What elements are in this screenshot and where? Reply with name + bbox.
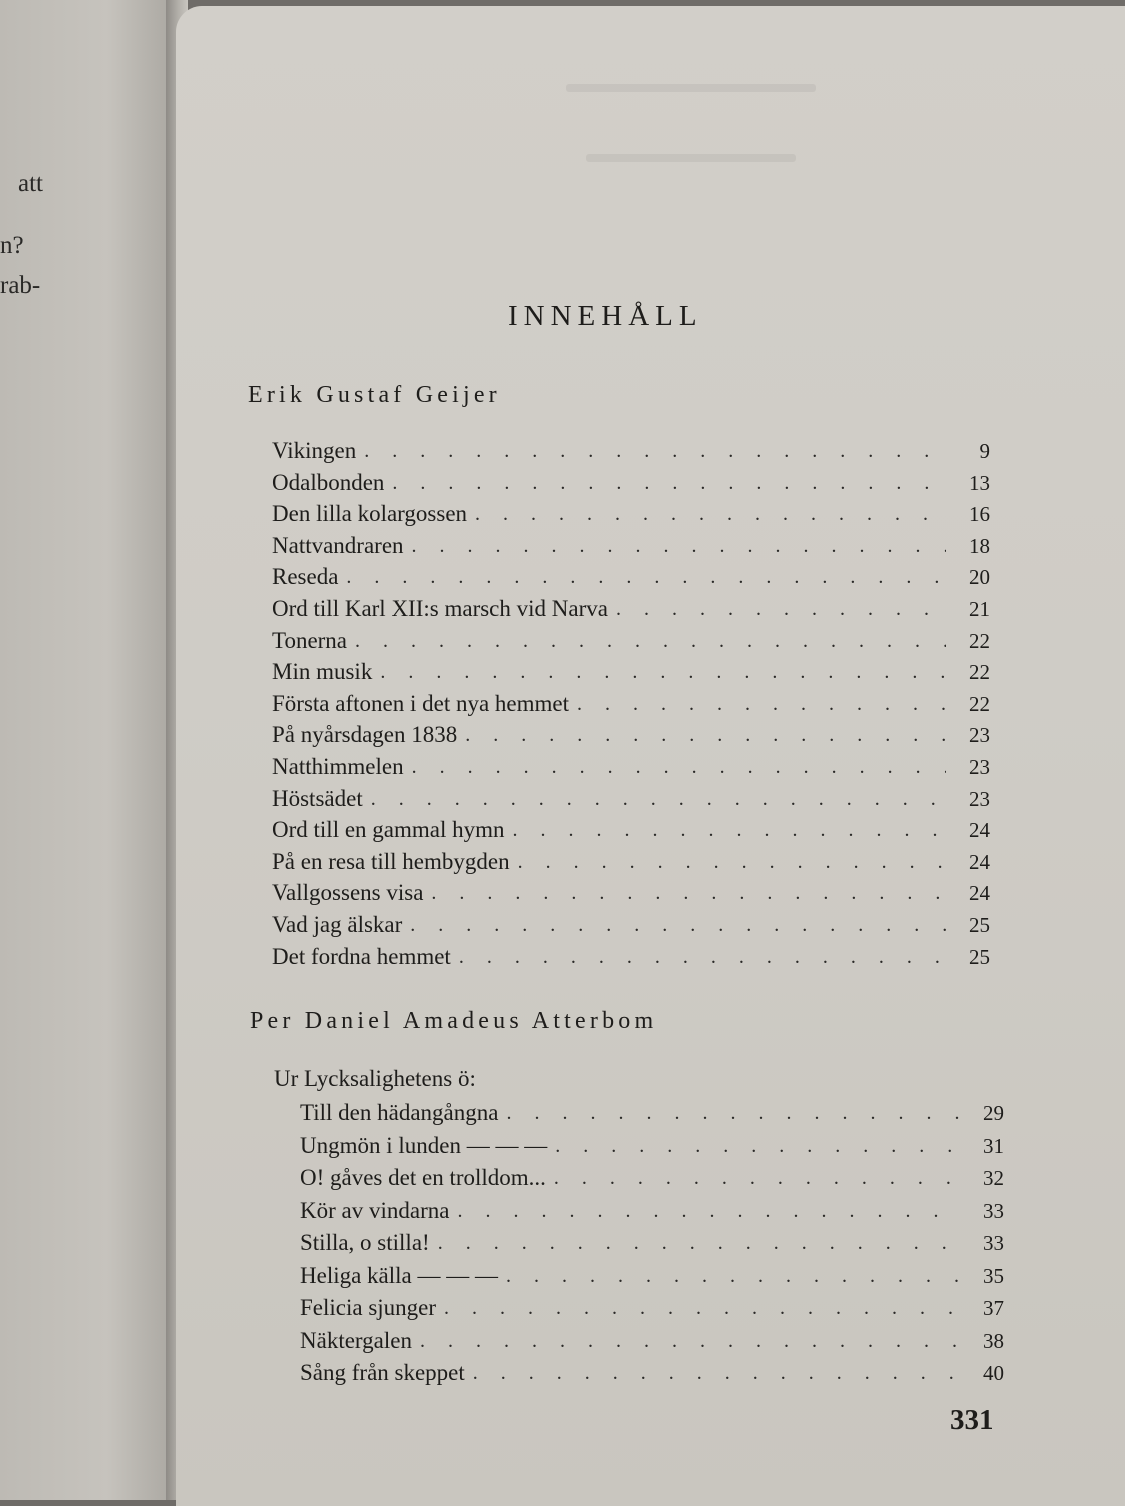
dot-leader	[513, 815, 946, 845]
toc-entry-title: Tonerna	[272, 628, 348, 653]
dot-leader	[444, 1293, 960, 1323]
toc-entry	[272, 436, 990, 466]
dot-leader	[371, 784, 946, 814]
author-heading: Erik Gustaf Geijer	[248, 382, 501, 408]
toc-entry-title: På en resa till hembygden	[272, 849, 510, 874]
left-page-fragment: n?	[0, 232, 24, 259]
toc-entry-title: Sång från skeppet	[300, 1360, 465, 1385]
toc-entry-page: 31	[983, 1134, 1004, 1158]
dot-leader	[420, 1326, 960, 1356]
toc-entry	[272, 594, 990, 624]
toc-entry-title: Felicia sjunger	[300, 1295, 437, 1320]
toc-entry-title: Reseda	[272, 564, 339, 589]
toc-entry-title: Första aftonen i det nya hemmet	[272, 691, 570, 716]
toc-entry-title: Vallgossens visa	[272, 880, 424, 905]
toc-entry	[300, 1293, 1004, 1323]
toc-entry-title: Kör av vindarna	[300, 1198, 450, 1223]
toc-entry	[300, 1163, 1004, 1193]
toc-entry-title: Heliga källa — — —	[300, 1263, 499, 1288]
toc-entry-title: Stilla, o stilla!	[300, 1230, 430, 1255]
toc-entry-page: 20	[969, 565, 990, 589]
toc-entry-page: 23	[969, 787, 990, 811]
toc-entry-title: Odalbonden	[272, 470, 385, 495]
dot-leader	[431, 878, 946, 908]
toc-entry	[272, 942, 990, 972]
toc-entry-title: Vikingen	[272, 438, 357, 463]
dot-leader	[554, 1163, 960, 1193]
author-heading: Per Daniel Amadeus Atterbom	[250, 1008, 658, 1034]
dot-leader	[555, 1131, 960, 1161]
dot-leader	[364, 436, 946, 466]
toc-entry-page: 29	[983, 1101, 1004, 1125]
toc-entry-title: Ungmön i lunden — — —	[300, 1133, 548, 1158]
dot-leader	[577, 689, 946, 719]
toc-entry	[272, 847, 990, 877]
toc-entry	[272, 910, 990, 940]
toc-entry-title: Min musik	[272, 659, 373, 684]
section-subheading: Ur Lycksalighetens ö:	[274, 1066, 476, 1091]
toc-entry-page: 33	[983, 1199, 1004, 1223]
toc-entry-title: Den lilla kolargossen	[272, 501, 468, 526]
toc-entry-page: 22	[969, 660, 990, 684]
page-title: INNEHÅLL	[508, 300, 703, 332]
toc-entry	[300, 1098, 1004, 1128]
toc-entry-title: Ord till Karl XII:s marsch vid Narva	[272, 596, 608, 621]
toc-entry-page: 23	[969, 723, 990, 747]
toc-entry-page: 35	[983, 1264, 1004, 1288]
dot-leader	[473, 1358, 960, 1388]
dot-leader	[438, 1228, 960, 1258]
toc-entry	[300, 1358, 1004, 1388]
toc-entry-page: 37	[983, 1296, 1004, 1320]
toc-entry-page: 25	[969, 945, 990, 969]
page-number: 331	[950, 1404, 994, 1436]
dot-leader	[346, 562, 946, 592]
dot-leader	[459, 942, 946, 972]
toc-entry-page: 33	[983, 1231, 1004, 1255]
dot-leader	[506, 1098, 960, 1128]
toc-entry	[272, 531, 990, 561]
toc-entry-page: 40	[983, 1361, 1004, 1385]
toc-entry	[272, 878, 990, 908]
toc-entry-page: 24	[969, 818, 990, 842]
dot-leader	[380, 657, 946, 687]
toc-entry-title: Det fordna hemmet	[272, 944, 451, 969]
toc-entry-page: 25	[969, 913, 990, 937]
toc-entry-page: 23	[969, 755, 990, 779]
dot-leader	[518, 847, 946, 877]
toc-entry-page: 32	[983, 1166, 1004, 1190]
left-page-fragment: rab-	[0, 272, 41, 299]
dot-leader	[410, 910, 946, 940]
dot-leader	[412, 531, 946, 561]
toc-entry	[272, 815, 990, 845]
dot-leader	[465, 720, 946, 750]
toc-entry	[300, 1326, 1004, 1356]
toc-entry-title: Till den hädangångna	[300, 1100, 499, 1125]
toc-entry	[272, 720, 990, 750]
toc-entry-page: 22	[969, 629, 990, 653]
dot-leader	[616, 594, 946, 624]
toc-entry-page: 16	[969, 502, 990, 526]
toc-entry-title: Ord till en gammal hymn	[272, 817, 505, 842]
toc-entry	[272, 657, 990, 687]
toc-entry-page: 21	[969, 597, 990, 621]
toc-entry	[272, 562, 990, 592]
toc-entry-title: Höstsädet	[272, 786, 363, 811]
toc-entry	[272, 689, 990, 719]
toc-entry	[300, 1131, 1004, 1161]
toc-entry	[300, 1196, 1004, 1226]
toc-entry-title: På nyårsdagen 1838	[272, 722, 458, 747]
toc-entry-title: Näktergalen	[300, 1328, 412, 1353]
toc-entry	[272, 626, 990, 656]
toc-entry	[272, 468, 990, 498]
toc-entry	[300, 1228, 1004, 1258]
toc-entry-page: 13	[969, 471, 990, 495]
toc-entry	[272, 499, 990, 529]
toc-entry-page: 24	[969, 850, 990, 874]
toc-entry	[272, 784, 990, 814]
toc-entry-title: O! gåves det en trolldom...	[300, 1165, 546, 1190]
toc-entry-title: Vad jag älskar	[272, 912, 403, 937]
toc-entry-page: 38	[983, 1329, 1004, 1353]
toc-entry-page: 9	[979, 439, 990, 463]
dot-leader	[412, 752, 946, 782]
toc-entry-page: 18	[969, 534, 990, 558]
dot-leader	[355, 626, 946, 656]
toc-entry-title: Nattvandraren	[272, 533, 404, 558]
toc-entry-title: Natthimmelen	[272, 754, 404, 779]
dot-leader	[457, 1196, 960, 1226]
toc-entry	[272, 752, 990, 782]
dot-leader	[506, 1261, 960, 1291]
toc-entry	[300, 1261, 1004, 1291]
dot-leader	[392, 468, 946, 498]
toc-entry-page: 22	[969, 692, 990, 716]
left-page-fragment: att	[18, 170, 43, 197]
dot-leader	[475, 499, 946, 529]
toc-entry-page: 24	[969, 881, 990, 905]
